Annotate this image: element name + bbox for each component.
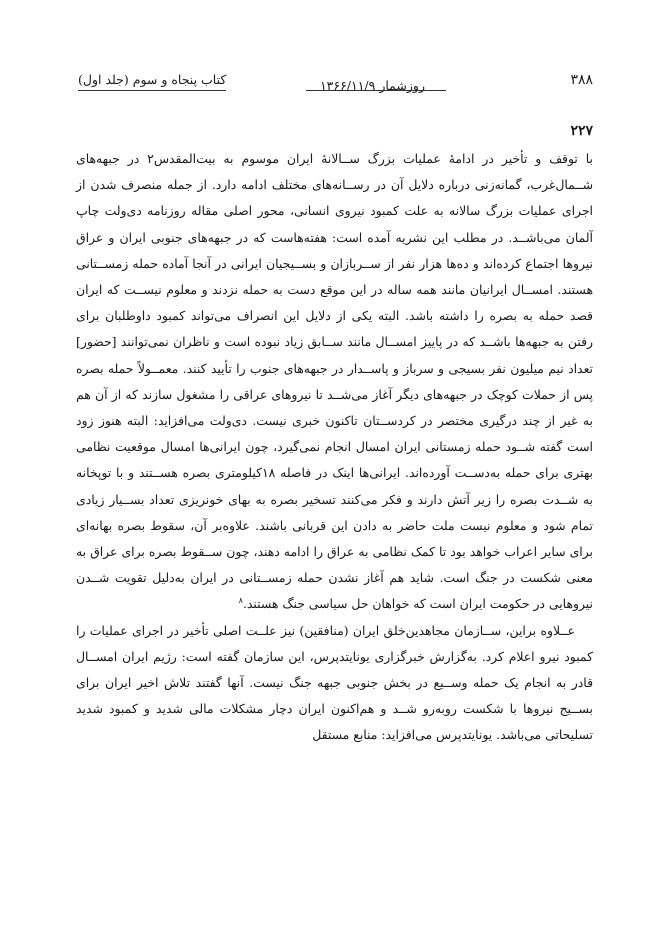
body-text — [76, 146, 593, 749]
book-title: کتاب پنجاه و سوم (جلد اول) — [78, 72, 227, 87]
paragraph-1-text: با توقف و تأخیر در ادامهٔ عملیات بزرگ ســالانهٔ ایران موسوم به بیت‌المقدس۲ در جبهه‌های شــمال‌غرب، گمانه‌زنی درباره دلایل آن در رســانه‌های مختلف ادامه دارد. از جمله منصرف شدن از اجرای عملیات بزرگ سالانه به علت کمبود نیروی انسانی، محور اصلی مقاله روزنامه دی‌ولت چاپ آلمان می‌باشــد. در مطلب این نشریه آمده است: هفته‌هاست که در جبهه‌های جنوبی ایران و عراق نیروها اجتماع کرده‌اند و ده‌ها هزار نفر از ســربازان و بســیجیان ایرانی در آنجا آماده حمله زمســتانی هستند. امســال ایرانیان مانند همه ساله در این موقع دست به حمله نزدند و معلوم نیســت که ایران قصد حمله به بصره را داشته باشد. البته یکی از دلایل این انصراف می‌تواند کمبود داوطلبان برای رفتن به جبهه‌ها باشــد که در پاییز امســال مانند ســابق زیاد نبوده است و ناظران نمی‌توانند [حضور] تعداد نیم میلیون نفر بسیجی و سرباز و پاســدار در جبهه‌های جنوب را تأیید کنند. معمــولاً حمله بصره پس از حملات کوچک در جبهه‌های دیگر آغاز می‌شــد تا نیروهای عراقی را مشغول سازند که از آن هم به غیر از چند درگیری مختصر در کردســتان تاکنون خبری نیست. دی‌ولت می‌افزاید: البته هنوز زود است گفته شــود حمله زمستانی ایران امسال انجام نمی‌گیرد، چون ایرانی‌ها امسال موقعیت نظامی بهتری برای حمله به‌دســت آورده‌اند. ایرانی‌ها اینک در فاصله ۱۸کیلومتری بصره هســتند و با توپخانه به شــدت بصره را زیر آتش دارند و فکر می‌کنند تسخیر بصره به بهای خونریزی تعداد بســیار زیادی تمام شود و معلوم نیست ملت حاضر به دادن این قربانی باشند. علاوه‌بر آن، سقوط بصره بهانه‌ای برای سایر اعراب خواهد بود تا کمک نظامی به عراق را ادامه دهند، چون ســقوط بصره برای عراق به معنی شکست در جنگ است. شاید هم آغاز نشدن حمله زمســتانی در ایران به‌دلیل تقویت شــدن نیروهایی در حکومت ایران است که خواهان حل سیاسی جنگ هستند. — [76, 151, 593, 612]
header-rule-left — [78, 90, 226, 91]
page-number: ۳۸۸ — [570, 72, 593, 88]
running-header — [78, 70, 593, 102]
paragraph-2-text: عــلاوه براین، ســازمان مجاهدین‌خلق ایران (منافقین) نیز علــت اصلی تأخیر در اجرای عملیات را کمبود نیرو اعلام کرد. به‌گزارش خبرگزاری یونایتدپرس، این سازمان گفته است: رژیم ایران امســال قادر به انجام یک حمله وســیع در بخش جنوبی جبهه جنگ نیست. آنها گفتند تلاش اخیر ایران برای بســیج نیروها با شکست روبه‌رو شــد و هم‌اکنون ایران دچار مشکلات مالی شدید و کمبود شدید تسلیحاتی می‌باشد. یونایتدپرس می‌افزاید: منابع مستقل — [76, 622, 593, 743]
header-date: روزشمار ۱۳۶۶/۱۱/۹ — [319, 78, 425, 93]
footnote-marker[interactable]: ۸ — [238, 596, 243, 606]
entry-number: ۲۲۷ — [570, 123, 593, 139]
paragraph-2 — [76, 618, 593, 749]
paragraph-1 — [76, 146, 593, 618]
header-rule-middle — [306, 90, 446, 91]
